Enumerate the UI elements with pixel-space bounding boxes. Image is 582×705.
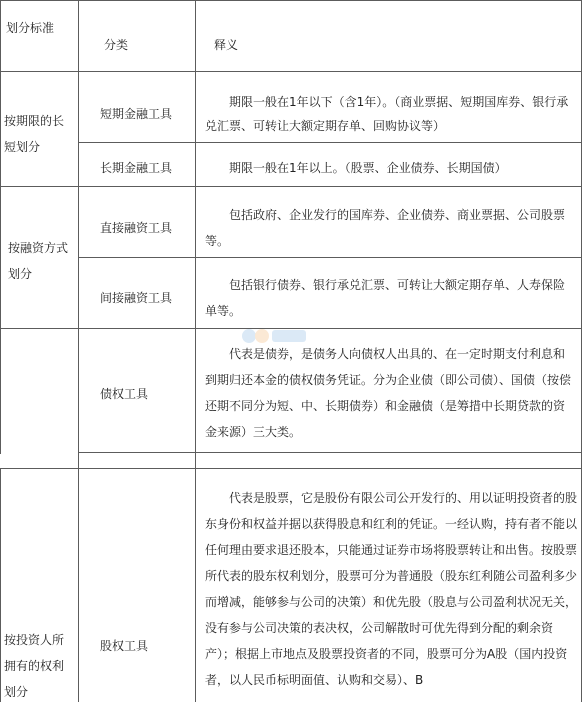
row-divider	[78, 257, 582, 258]
header-bottom-border	[0, 71, 582, 72]
category-short-term: 短期金融工具	[100, 107, 173, 121]
group-divider	[0, 186, 582, 187]
header-category: 分类	[104, 38, 129, 52]
table-left-border	[0, 0, 1, 454]
category-equity-instrument: 股权工具	[100, 639, 149, 653]
definition-direct-financing: 包括政府、企业发行的国库券、企业债券、商业票据、公司股票等。	[205, 208, 566, 248]
category-direct-financing: 直接融资工具	[100, 221, 173, 235]
criterion-financing: 按融资方式划分	[8, 241, 69, 281]
criterion-investor-rights: 按投资人所拥有的权利划分	[4, 633, 65, 699]
category-debt-instrument: 债权工具	[100, 387, 149, 401]
header-definition: 释义	[214, 38, 239, 52]
group-divider	[0, 468, 582, 469]
table-top-border	[0, 0, 582, 1]
definition-indirect-financing: 包括银行债券、银行承兑汇票、可转让大额定期存单、人寿保险单等。	[205, 278, 566, 318]
category-long-term: 长期金融工具	[100, 161, 173, 175]
definition-debt-instrument: 代表是债券，是债务人向债权人出具的、在一定时期支付利息和到期归还本金的债权债务凭证。分为企业债（即公司债）、国债（按偿还期不同分为短、中、长期债券）和金融债（是筹措中长期贷款的资金来源）三大类。	[205, 347, 572, 439]
category-indirect-financing: 间接融资工具	[100, 291, 173, 305]
row-divider	[78, 142, 582, 143]
table-left-border	[0, 468, 1, 702]
header-criterion: 划分标准	[6, 21, 55, 35]
definition-equity-instrument: 代表是股票，它是股份有限公司公开发行的、用以证明投资者的股东身份和权益并据以获得股息和红利的凭证。一经认购，持有者不能以任何理由要求退还股本，只能通过证券市场将股票转让和出售。按股票所代表的股东权利划分，股票可分为普通股（股东红利随公司盈利多少而增减，能够参与公司的决策）和优先股（股息与公司盈利状况无关，没有参与公司决策的表决权，公司解散时可优先得到分配的剩余资产）；根据上市地点及股票投资者的不同，股票可分为A股（国内投资者，以人民币标明面值、认购和交易）、B	[205, 491, 578, 687]
criterion-term: 按期限的长短划分	[4, 114, 65, 154]
column-divider	[195, 0, 196, 702]
column-divider	[78, 0, 79, 702]
definition-short-term: 期限一般在1年以下（含1年）。（商业票据、短期国库券、银行承兑汇票、可转让大额定期存单、回购协议等）	[205, 95, 569, 133]
definition-long-term: 期限一般在1年以上。（股票、企业债券、长期国债）	[229, 161, 507, 175]
row-divider	[78, 452, 582, 453]
